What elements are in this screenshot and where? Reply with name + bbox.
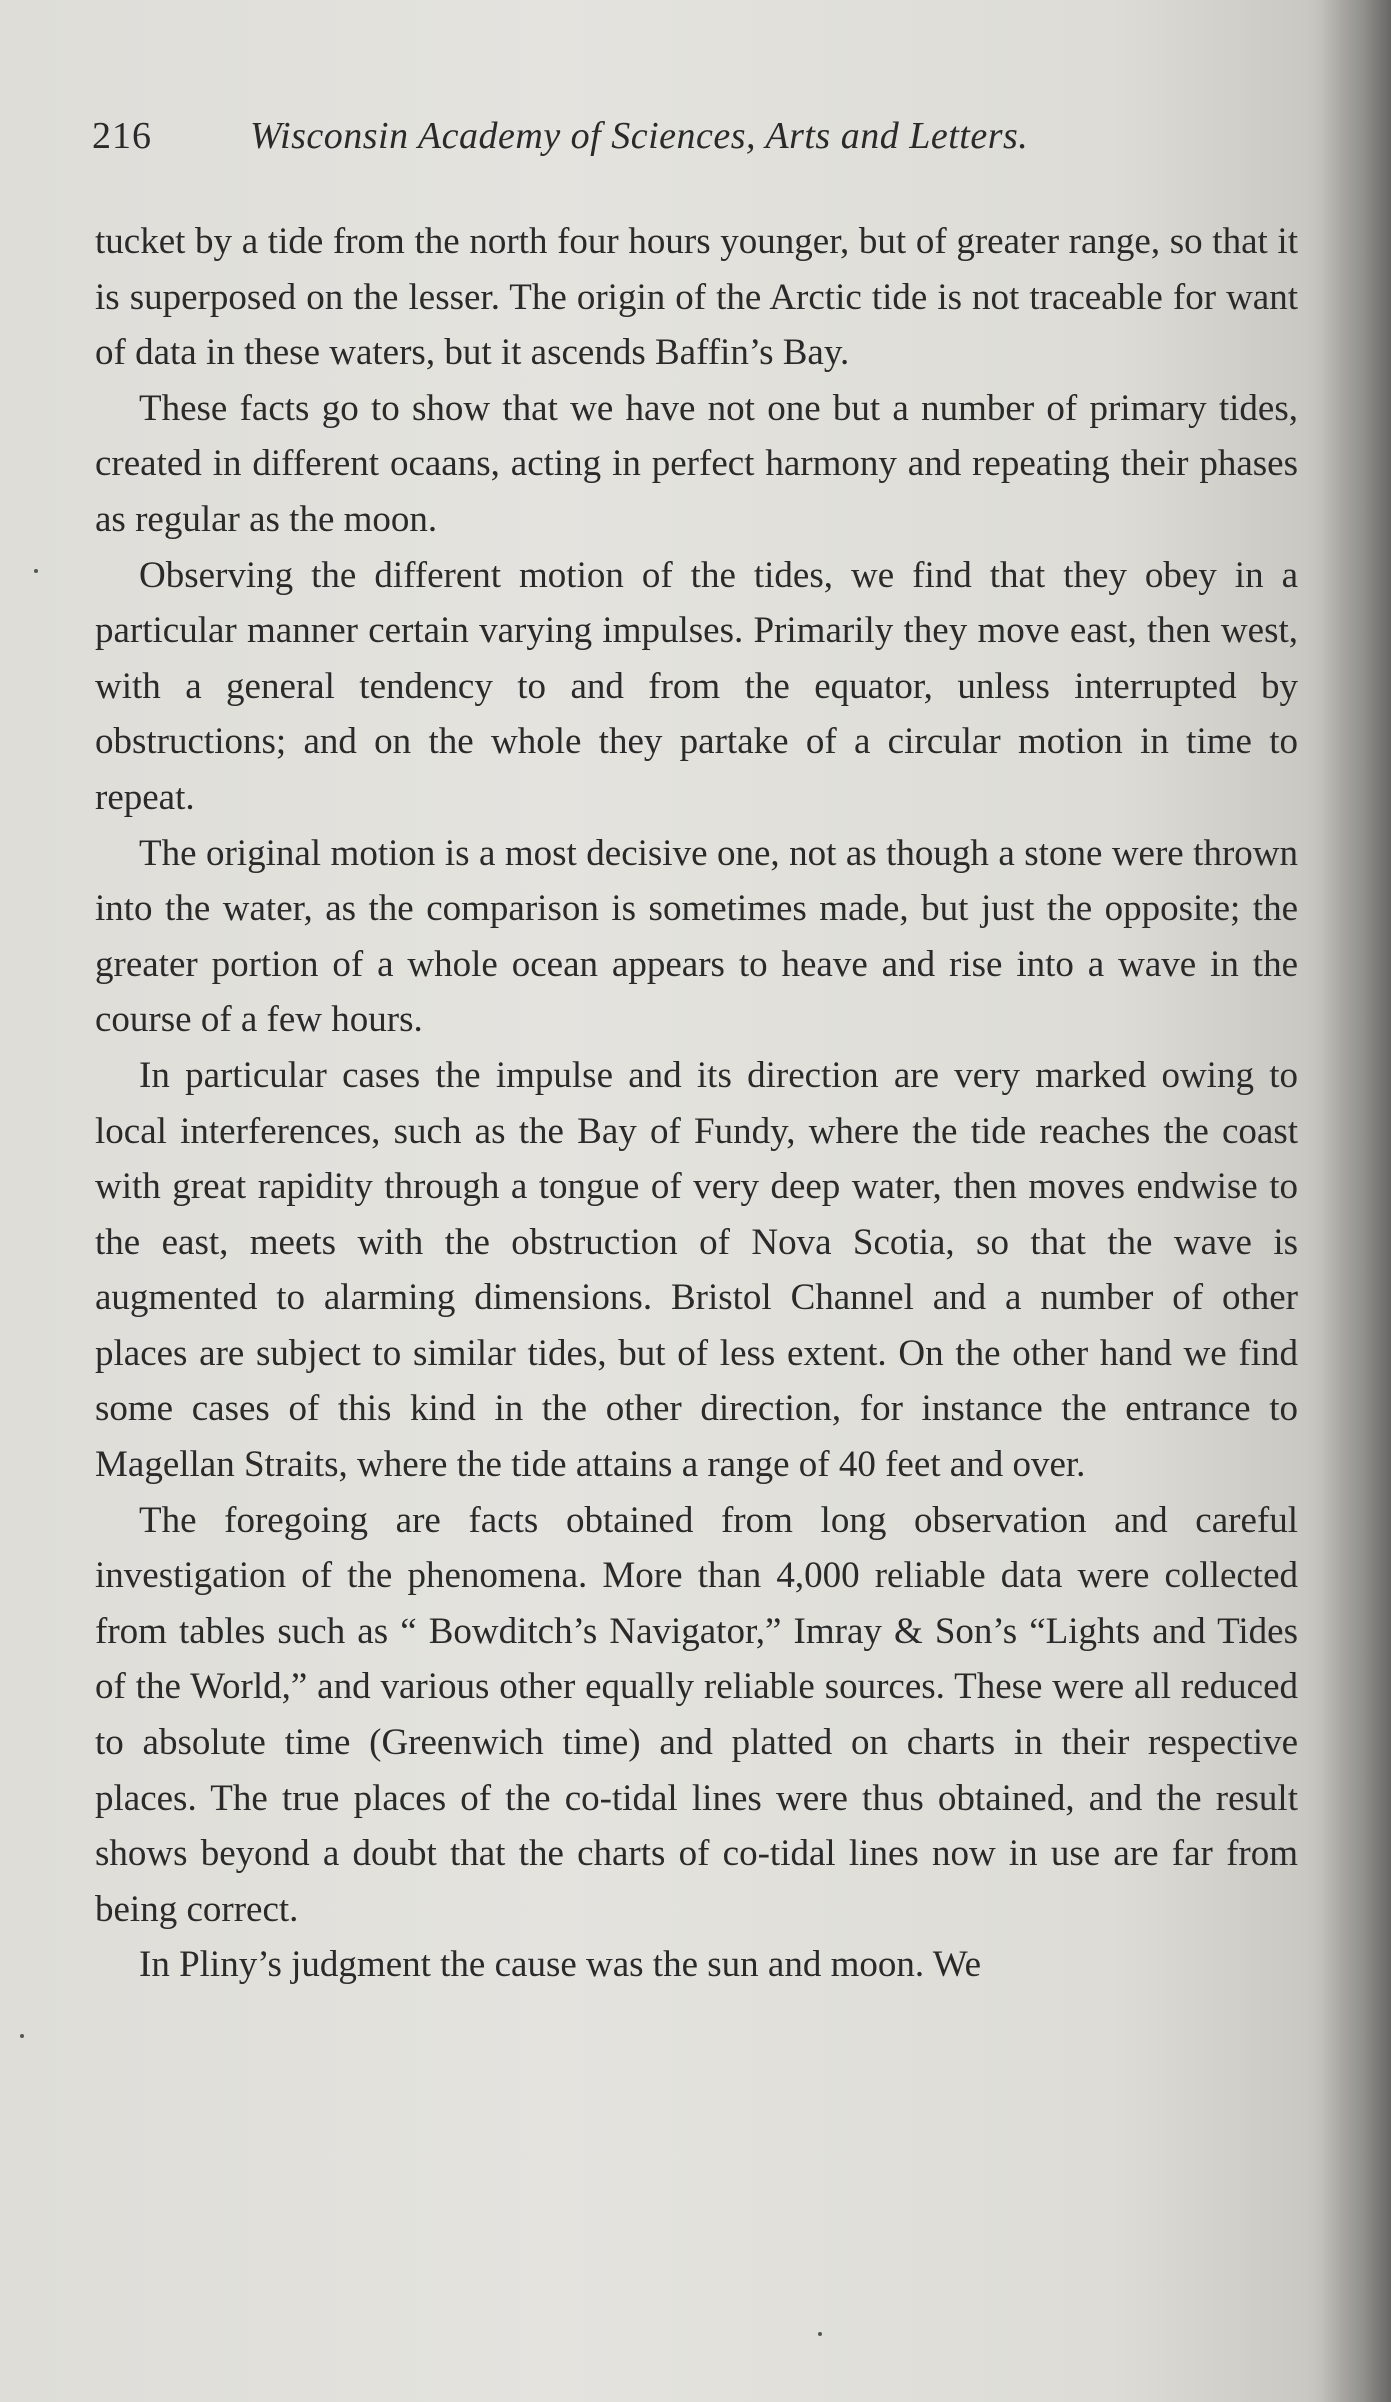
body-text <box>95 214 1298 1993</box>
paragraph: These facts go to show that we have not one but a number of primary tides, created in different ocaans, acting in perfect harmony and repeating their phases as regular as the moon. <box>95 387 1298 540</box>
running-title: Wisconsin Academy of Sciences, Arts and Letters. <box>250 115 1029 157</box>
paragraph-continued: tucket by a tide from the north four hours younger, but of greater range, so that it is superposed on the lesser. The origin of the Arctic tide is not traceable for want of data in these waters, but it ascends Baffin’s Bay. <box>95 221 1298 374</box>
paragraph: In particular cases the impulse and its direction are very marked owing to local interferences, such as the Bay of Fundy, where the tide reaches the coast with great rapidity through a tongue of very deep water, then moves endwise to the east, meets with the obstruction of Nova Scotia, so that the wave is augmented to alarming dimensions. Bristol Channel and a number of other places are subject to similar tides, but of less extent. On the other hand we find some cases of this kind in the other direction, for instance the entrance to Magellan Straits, where the tide attains a range of 40 feet and over. <box>95 1054 1298 1486</box>
paragraph: In Pliny’s judgment the cause was the sun and moon. We <box>139 1944 982 1986</box>
paragraph: The foregoing are facts obtained from long observation and careful investigation of the phenomena. More than 4,000 reliable data were collected from tables such as “ Bowditch’s Navigator,” Imray & Son’s “Lights and Tides of the World,” and various other equally reliable sources. These were all reduced to absolute time (Greenwich time) and platted on charts in their respective places. The true places of the co-tidal lines were thus obtained, and the result shows beyond a doubt that the charts of co-tidal lines now in use are far from being correct. <box>95 1499 1298 1930</box>
specks <box>818 2332 822 2336</box>
specks <box>34 569 38 573</box>
page-number: 216 <box>92 115 152 157</box>
page-edge-shadow <box>1321 0 1391 2402</box>
paragraph: Observing the different motion of the tides, we find that they obey in a particular manner certain varying impulses. Primarily they move east, then west, with a general tendency to and from the equator, unless interrupted by obstructions; and on the whole they partake of a circular motion in time to repeat. <box>95 554 1298 818</box>
specks <box>20 2034 24 2038</box>
paragraph: The original motion is a most decisive one, not as though a stone were thrown into the water, as the comparison is sometimes made, but just the opposite; the greater portion of a whole ocean appears to heave and rise into a wave in the course of a few hours. <box>95 832 1298 1041</box>
running-header <box>92 106 1302 166</box>
